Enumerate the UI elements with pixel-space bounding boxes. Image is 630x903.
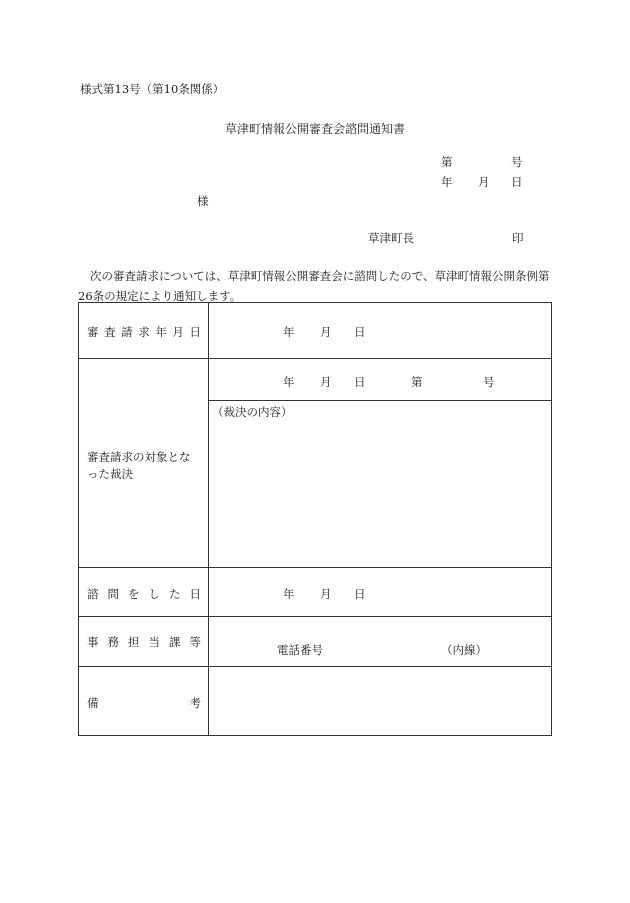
- document-title: 草津町情報公開審査会諮問通知書: [224, 122, 405, 136]
- decision-date-year: 年: [283, 375, 295, 389]
- decision-date-day: 日: [354, 375, 366, 389]
- request-date-month: 月: [320, 325, 332, 339]
- label-responsible-section: 事 務 担 当 課 等: [87, 635, 201, 649]
- date-year: 年: [441, 175, 453, 189]
- row-divider: [79, 567, 551, 568]
- document-number-suffix: 号: [511, 155, 523, 169]
- decision-date-month: 月: [320, 375, 332, 389]
- request-date-day: 日: [354, 325, 366, 339]
- issuer-name: 草津町長: [368, 231, 414, 245]
- decision-content-label: （裁決の内容）: [212, 405, 293, 419]
- date-day: 日: [511, 175, 523, 189]
- label-target-decision: 審査請求の対象となった裁決: [87, 450, 191, 481]
- label-request-date: 審 査 請 求 年 月 日: [87, 325, 201, 339]
- date-month: 月: [478, 175, 490, 189]
- label-remarks: 備 考: [87, 696, 201, 710]
- form-reference: 様式第13号（第10条関係）: [80, 82, 225, 96]
- row-divider: [79, 616, 551, 617]
- row-divider: [208, 400, 551, 401]
- phone-number-label: 電話番号: [277, 643, 323, 657]
- decision-number-suffix: 号: [483, 375, 495, 389]
- addressee-suffix: 様: [197, 194, 209, 208]
- document-number-prefix: 第: [441, 155, 453, 169]
- seal-mark: 印: [512, 231, 524, 245]
- consultation-date-month: 月: [320, 587, 332, 601]
- decision-number-prefix: 第: [411, 375, 423, 389]
- consultation-date-day: 日: [354, 587, 366, 601]
- row-divider: [79, 666, 551, 667]
- column-divider: [208, 303, 209, 735]
- notification-table: [78, 302, 552, 736]
- notification-text: 次の審査請求については、草津町情報公開審査会に諮問したので、草津町情報公開条例第26条の規定により通知します。: [78, 269, 550, 303]
- consultation-date-year: 年: [283, 587, 295, 601]
- label-consultation-date: 諮 問 を し た 日: [87, 587, 201, 601]
- row-divider: [79, 358, 551, 359]
- extension-label: （内線）: [441, 643, 487, 657]
- request-date-year: 年: [283, 325, 295, 339]
